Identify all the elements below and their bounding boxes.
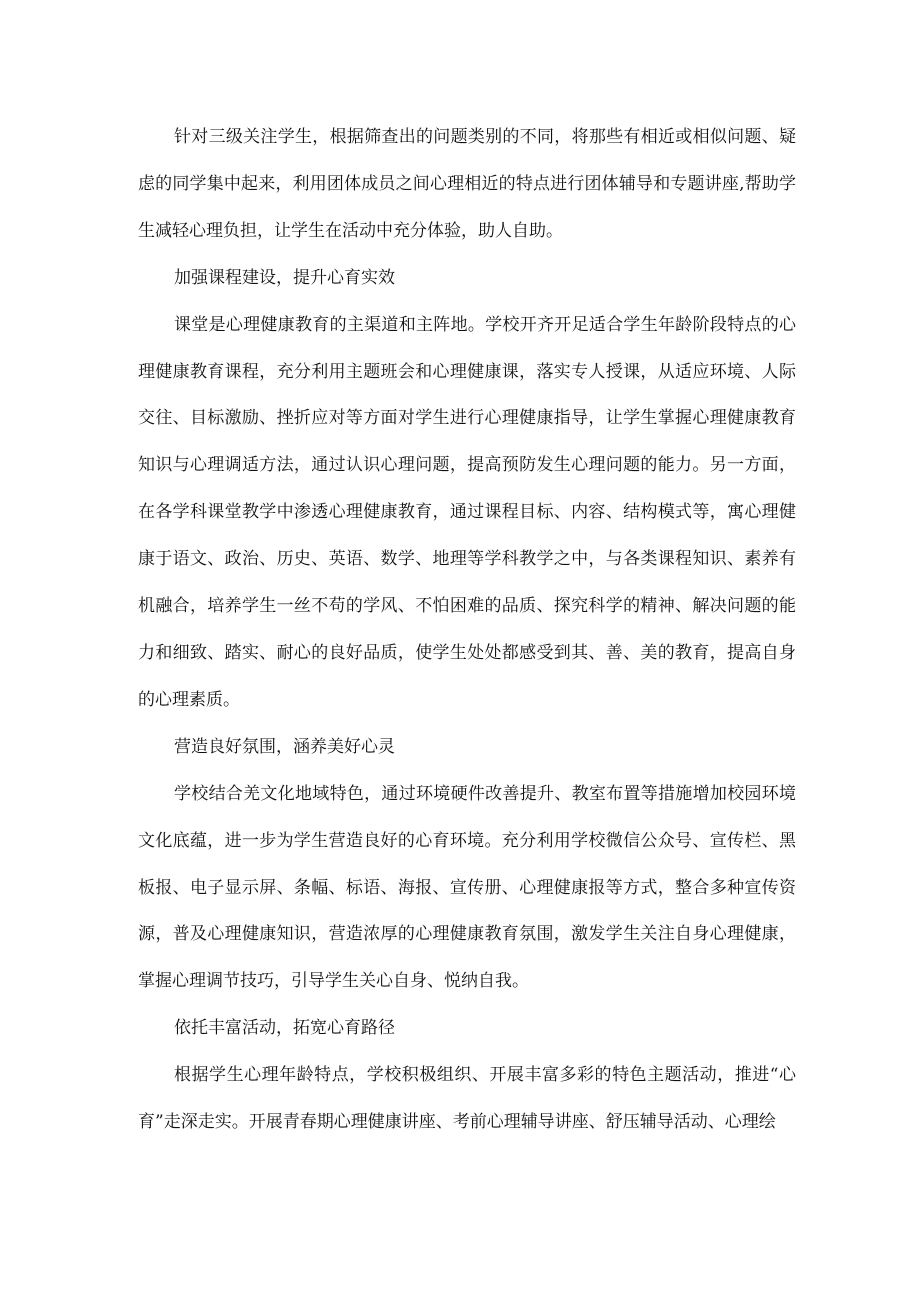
paragraph-curriculum: 课堂是心理健康教育的主渠道和主阵地。学校开齐开足适合学生年龄阶段特点的心理健康教育课程，充分利用主题班会和心理健康课，落实专人授课，从适应环境、人际交往、目标激励、挫折应对等方面对学生进行心理健康指导，让学生掌握心理健康教育知识与心理调适方法，通过认识心理问题，提高预防发生心理问题的能力。另一方面，在各学科课堂教学中渗透心理健康教育，通过课程目标、内容、结构模式等，寓心理健康于语文、政治、历史、英语、数学、地理等学科教学之中，与各类课程知识、素养有机融合，培养学生一丝不苟的学风、不怕困难的品质、探究科学的精神、解决问题的能力和细致、踏实、耐心的良好品质，使学生处处都感受到其、善、美的教育，提高自身的心理素质。 xyxy=(138,314,796,710)
paragraph-tier3-students: 针对三级关注学生，根据筛查出的问题类别的不同，将那些有相近或相似问题、疑虑的同学集中起来，利用团体成员之间心理相近的特点进行团体辅导和专题讲座,帮助学生减轻心理负担，让学生在活动中充分体验，助人自助。 xyxy=(138,127,796,241)
document-body xyxy=(138,114,796,1146)
heading-curriculum: 加强课程建设，提升心育实效 xyxy=(174,267,395,288)
heading-atmosphere: 营造良好氛围，涵养美好心灵 xyxy=(174,736,395,757)
paragraph-activities: 根据学生心理年龄特点，学校积极组织、开展丰富多彩的特色主题活动，推进“心育”走深走实。开展青春期心理健康讲座、考前心理辅导讲座、舒压辅导活动、心理绘 xyxy=(138,1065,796,1133)
paragraph-atmosphere: 学校结合羌文化地域特色，通过环境硬件改善提升、教室布置等措施增加校园环境文化底蕴，进一步为学生营造良好的心育环境。充分利用学校微信公众号、宣传栏、黑板报、电子显示屏、条幅、标语、海报、宣传册、心理健康报等方式，整合多种宣传资源，普及心理健康知识，营造浓厚的心理健康教育氛围，激发学生关注自身心理健康，掌握心理调节技巧，引导学生关心自身、悦纳自我。 xyxy=(138,783,796,992)
heading-activities: 依托丰富活动，拓宽心育路径 xyxy=(174,1018,395,1039)
